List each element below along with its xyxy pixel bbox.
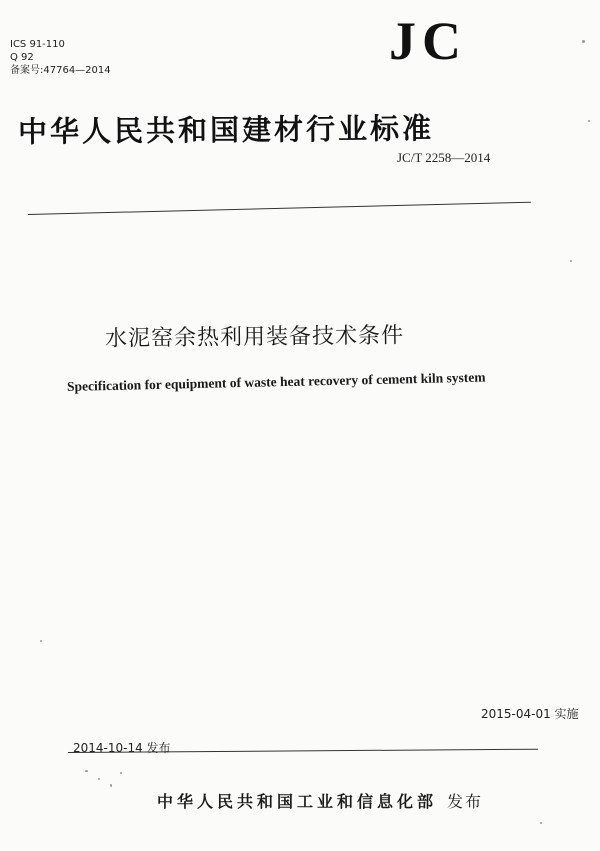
scan-speck [582, 40, 585, 43]
issuer-action: 发布 [447, 792, 484, 811]
record-number: 备案号:47764—2014 [10, 65, 111, 76]
issuer-line [157, 789, 483, 812]
scan-speck [110, 784, 112, 787]
category-code: Q 92 [10, 52, 34, 63]
scan-speck [120, 772, 122, 774]
scan-speck [85, 770, 88, 772]
document-title-chinese: 水泥窑余热利用装备技术条件 [104, 323, 405, 352]
issue-date: 2014-10-14 发布 [73, 741, 171, 755]
scan-speck [588, 120, 590, 122]
standard-number: JC/T 2258—2014 [397, 150, 491, 165]
ics-code: ICS 91-110 [10, 39, 65, 50]
top-divider [28, 202, 531, 215]
implementation-date: 2015-04-01 实施 [481, 707, 579, 721]
scan-speck [570, 260, 572, 262]
classification-codes [10, 38, 111, 77]
jc-logo: JC [389, 11, 467, 71]
document-title-english: Specification for equipment of waste heat recovery of cement kiln system [66, 369, 486, 394]
issuer-name: 中华人民共和国工业和信息化部 [157, 792, 438, 811]
scan-speck [98, 778, 100, 780]
scan-speck [540, 822, 542, 824]
standard-title: 中华人民共和国建材行业标准 [17, 111, 435, 149]
scan-speck [40, 640, 42, 642]
